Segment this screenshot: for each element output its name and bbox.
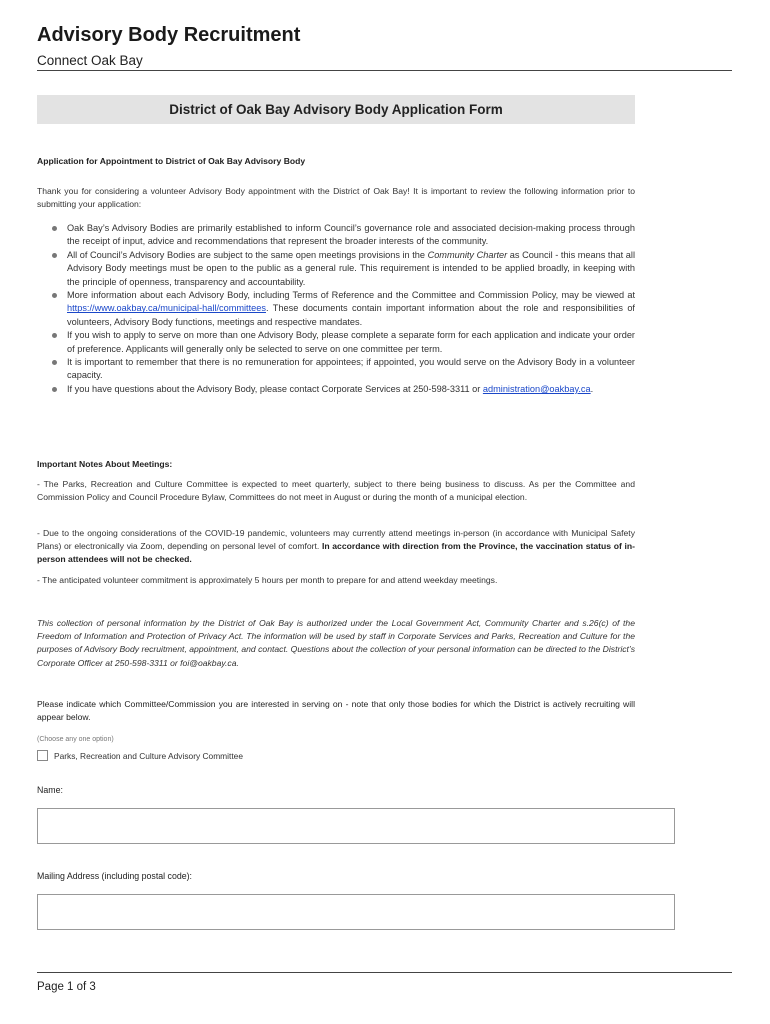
notes-heading: Important Notes About Meetings: [37,459,173,469]
page-number: Page 1 of 3 [37,981,96,993]
bullet-item: All of Council’s Advisory Bodies are subject to the same open meetings provisions in the Community Charter as Council - this means that all Advisory Body meetings must be open to the public as a general rule. This requirement is intended to be applied broadly, in keeping with the principle of openness, transparency and accountability. [52,249,635,289]
committee-option-label: Parks, Recreation and Culture Advisory Committee [54,750,243,761]
bullet-icon [52,253,57,258]
header-divider [37,70,732,71]
bullet-item: If you have questions about the Advisory Body, please contact Corporate Services at 250-598-3311 or administration@oakbay.ca. [52,383,635,396]
email-link[interactable]: administration@oakbay.ca [482,383,591,394]
page-subtitle: Connect Oak Bay [37,53,143,68]
committee-option-row[interactable] [37,750,243,761]
address-field[interactable] [37,894,675,930]
info-bullet-list [52,222,635,396]
section-heading: Application for Appointment to District of Oak Bay Advisory Body [37,156,306,166]
bullet-icon [52,387,57,392]
committee-checkbox[interactable] [37,750,48,761]
meeting-note-3: - The anticipated volunteer commitment is approximately 5 hours per month to prepare for and attend weekday meetings. [37,575,498,585]
bullet-item: More information about each Advisory Body, including Terms of Reference and the Committee and Commission Policy, may be viewed at https://www.oakbay.ca/municipal-hall/committees. These documents contain important information about the role and responsibilities of volunteers, Advisory Body functions, meetings and respective mandates. [52,289,635,329]
committee-select-prompt: Please indicate which Committee/Commission you are interested in serving on - note that only those bodies for which the District is actively recruiting will appear below. [37,699,635,723]
form-banner: District of Oak Bay Advisory Body Application Form [37,95,635,124]
privacy-notice: This collection of personal information by the District of Oak Bay is authorized under the Local Government Act, Community Charter and s.26(c) of the Freedom of Information and Protection of Privacy Act. The information will be used by staff in Corporate Services and Parks, Recreation and Culture for the purposes of Advisory Body recruitment, appointment, and contact. Questions about the collection of your personal information can be directed to the District’s Corporate Officer at 250-598-3311 or foi@oakbay.ca. [37,618,635,668]
bullet-item: Oak Bay’s Advisory Bodies are primarily established to inform Council’s governance role and associated decision-making process through the receipt of input, advice and recommendations that represent the broader interests of the community. [52,222,635,249]
page-title: Advisory Body Recruitment [37,24,301,46]
bullet-icon [52,360,57,365]
name-field[interactable] [37,808,675,844]
footer-divider [37,972,732,973]
name-label: Name: [37,785,63,795]
committees-link[interactable]: https://www.oakbay.ca/municipal-hall/committees [67,303,266,314]
intro-text: Thank you for considering a volunteer Advisory Body appointment with the District of Oak Bay! It is important to review the following information prior to submitting your application: [37,186,635,210]
select-hint: (Choose any one option) [37,736,114,743]
bullet-icon [52,333,57,338]
bullet-icon [52,293,57,298]
meeting-note-1: - The Parks, Recreation and Culture Committee is expected to meet quarterly, subject to there being business to discuss. As per the Committee and Commission Policy and Council Procedure Bylaw, Committees do not meet in August or during the month of a municipal election. [37,479,635,503]
bullet-item: It is important to remember that there is no remuneration for appointees; if appointed, you would serve on the Advisory Body in a volunteer capacity. [52,356,635,383]
meeting-note-2: - Due to the ongoing considerations of the COVID-19 pandemic, volunteers may currently attend meetings in-person (in accordance with Municipal Safety Plans) or electronically via Zoom, depending on personal level of comfort. In accordance with direction from the Province, the vaccination status of in-person attendees will not be checked. [37,528,635,565]
bullet-item: If you wish to apply to serve on more than one Advisory Body, please complete a separate form for each application and indicate your order of preference. Applicants will generally only be selected to serve on one committee per term. [52,329,635,356]
bullet-icon [52,226,57,231]
address-label: Mailing Address (including postal code): [37,871,193,881]
